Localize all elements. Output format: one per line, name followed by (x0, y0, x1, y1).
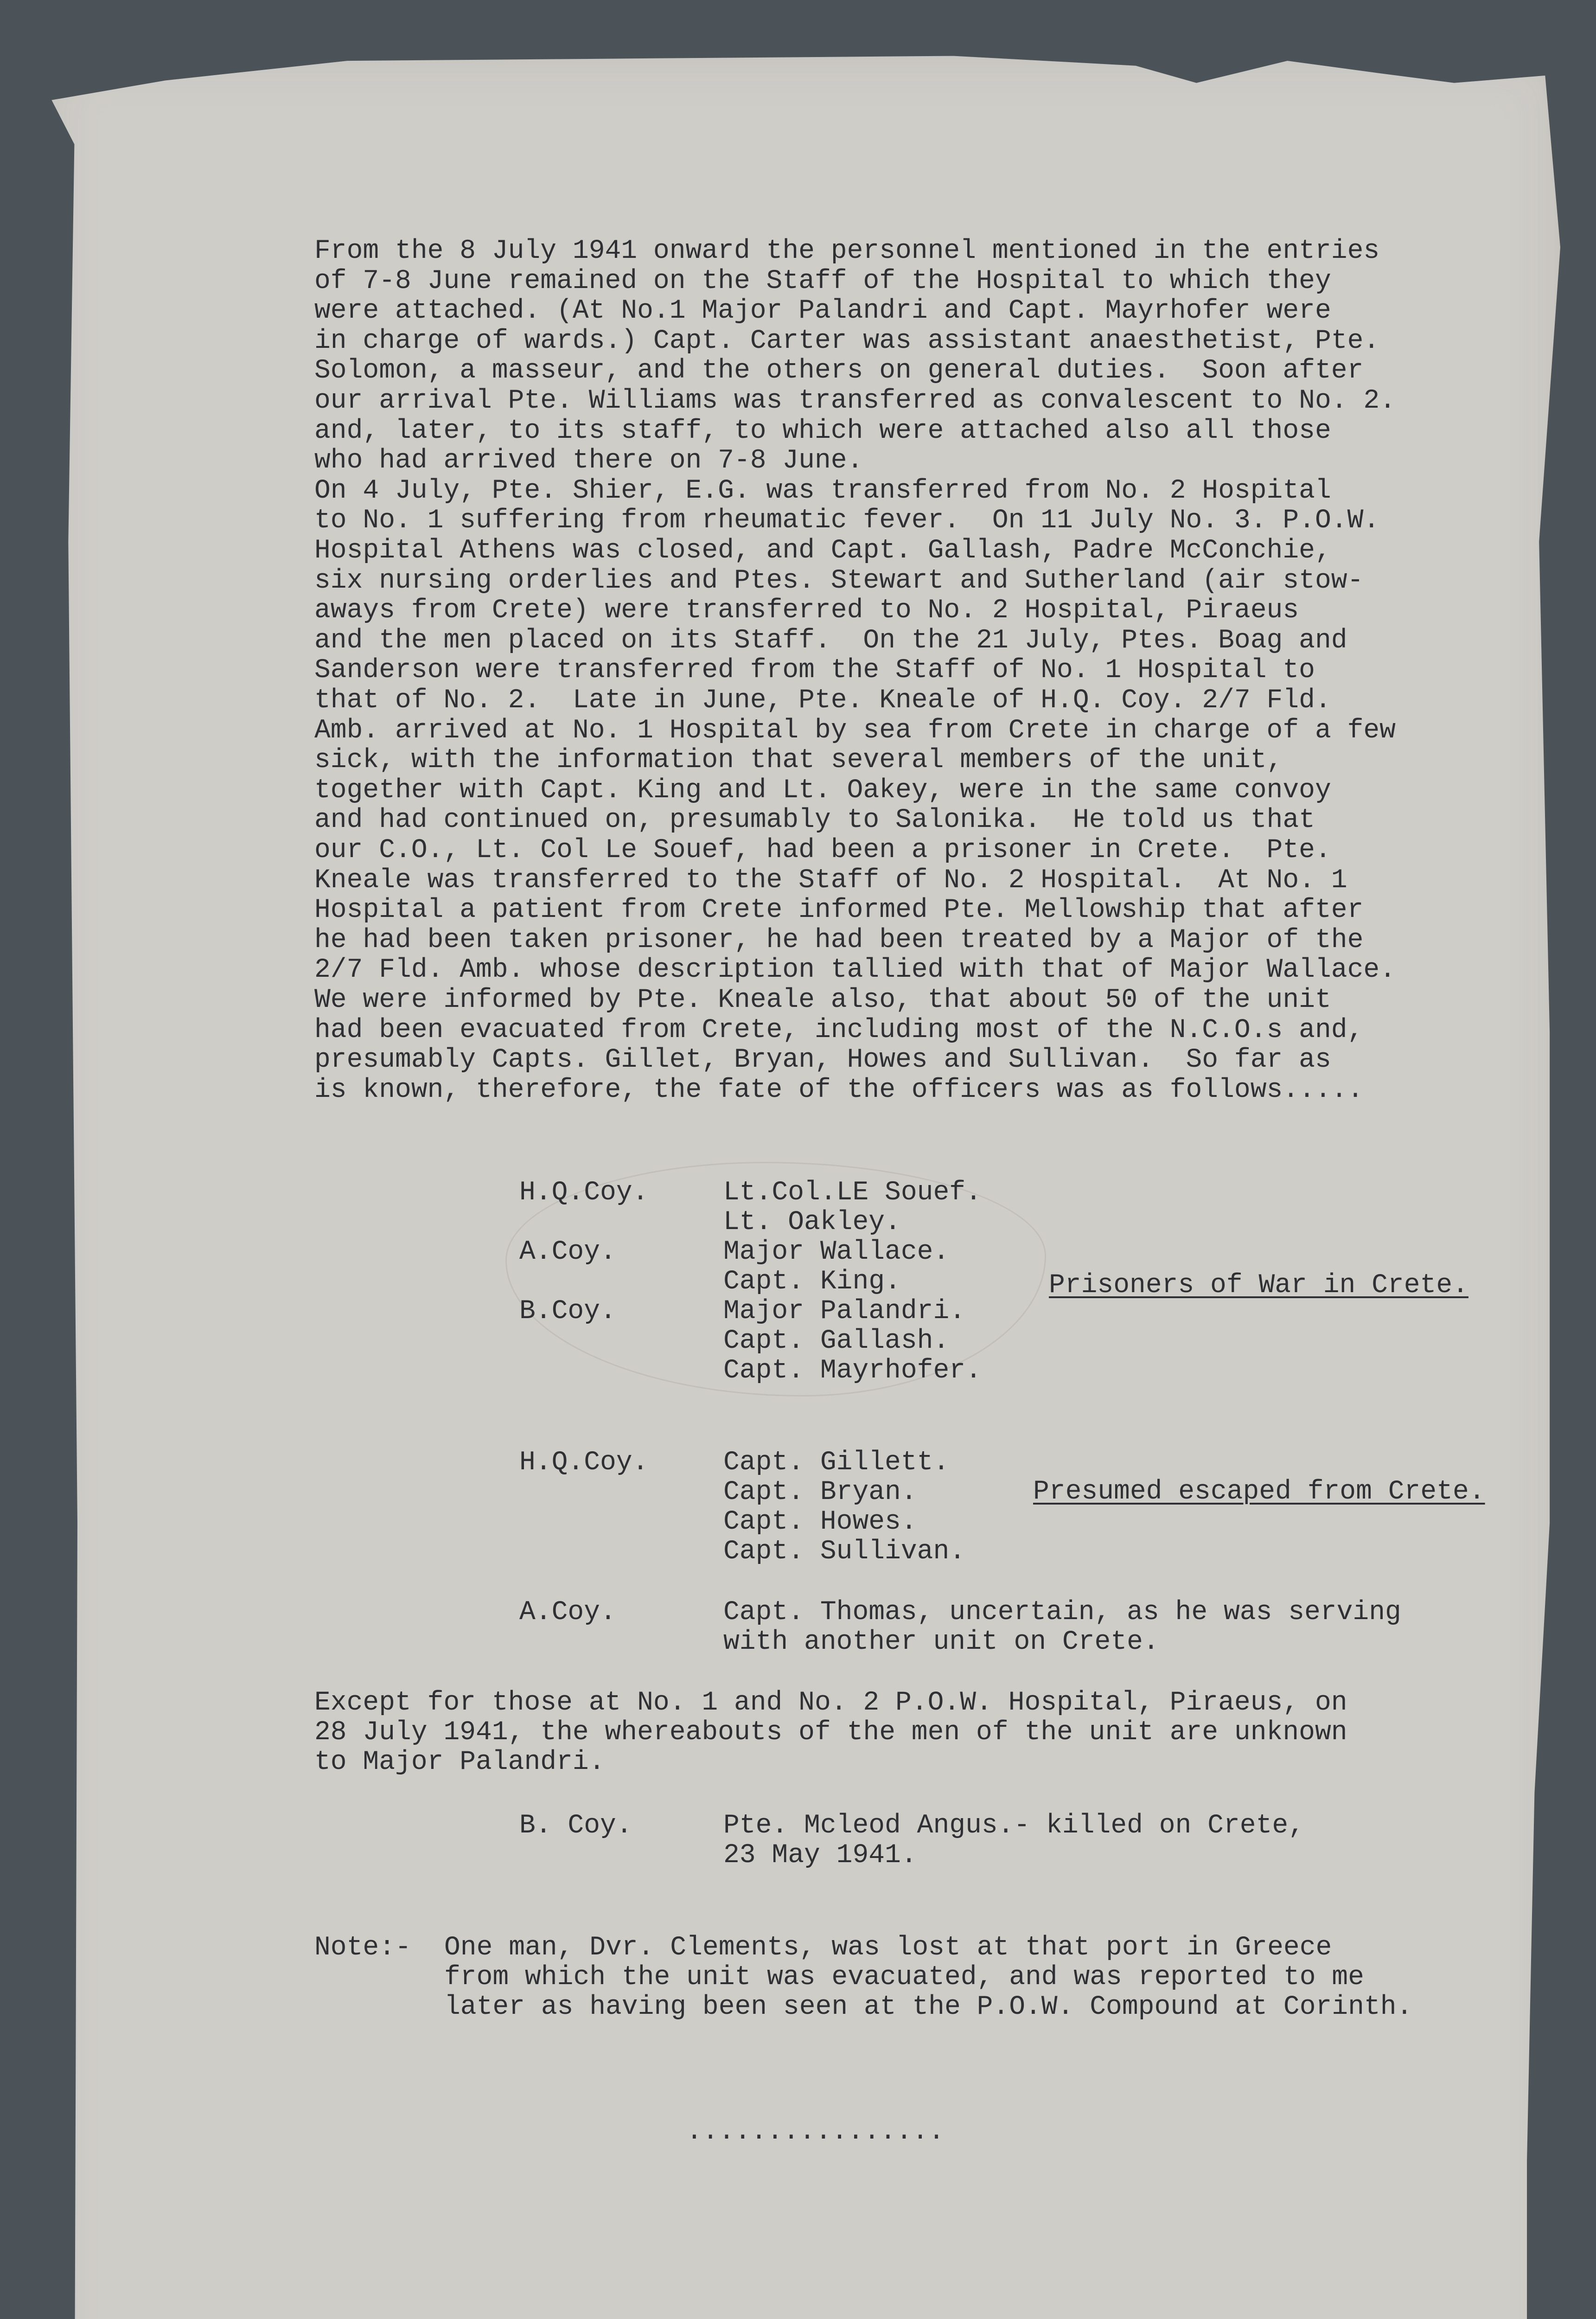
officer-name: Major Wallace. (723, 1237, 950, 1267)
officer-name: Capt. Gallash. (723, 1326, 950, 1356)
officer-name: Lt.Col.LE Souef. (723, 1178, 982, 1208)
paragraph-line: and had continued on, presumably to Salonika. He told us that (314, 805, 1315, 836)
separator-dots: ................ (686, 2117, 945, 2147)
paragraph-line: presumably Capts. Gillet, Bryan, Howes and Sullivan. So far as (314, 1045, 1331, 1076)
paragraph-line: Hospital a patient from Crete informed Pte. Mellowship that after (314, 895, 1364, 926)
paragraph-line: 2/7 Fld. Amb. whose description tallied with that of Major Wallace. (314, 955, 1396, 986)
paragraph-line: he had been taken prisoner, he had been treated by a Major of the (314, 925, 1364, 955)
coy-label: H.Q.Coy. (519, 1448, 649, 1478)
paragraph-line: Solomon, a masseur, and the others on general duties. Soon after (314, 356, 1364, 386)
uncertain-coy: A.Coy. (519, 1597, 616, 1627)
paragraph-line: is known, therefore, the fate of the officers was as follows..... (314, 1075, 1364, 1105)
note-line: from which the unit was evacuated, and was reported to me (444, 1962, 1364, 1992)
paragraph-line: aways from Crete) were transferred to No. 2 Hospital, Piraeus (314, 596, 1299, 626)
paragraph-line: sick, with the information that several members of the unit, (314, 745, 1283, 776)
officer-name: Capt. Howes. (723, 1507, 917, 1537)
officer-name: Capt. Bryan. (723, 1477, 917, 1507)
paragraph-line: On 4 July, Pte. Shier, E.G. was transferred from No. 2 Hospital (314, 475, 1331, 506)
paragraph-line: were attached. (At No.1 Major Palandri and Capt. Mayrhofer were (314, 296, 1331, 327)
officer-name: Lt. Oakley. (723, 1207, 901, 1237)
paragraph-line: Sanderson were transferred from the Staff of No. 1 Hospital to (314, 655, 1315, 686)
officer-name: Capt. King. (723, 1267, 901, 1297)
paragraph-line: and the men placed on its Staff. On the 21 July, Ptes. Boag and (314, 625, 1347, 656)
paragraph-line: six nursing orderlies and Ptes. Stewart and Sutherland (air stow- (314, 565, 1364, 596)
paragraph-line: to No. 1 suffering from rheumatic fever. On 11 July No. 3. P.O.W. (314, 506, 1380, 536)
coy-label: H.Q.Coy. (519, 1178, 649, 1208)
officer-name: Capt. Mayrhofer. (723, 1356, 982, 1386)
paragraph-line: From the 8 July 1941 onward the personnel mentioned in the entries (314, 236, 1380, 266)
paragraph-line: and, later, to its staff, to which were attached also all those (314, 416, 1331, 446)
paragraph-line: together with Capt. King and Lt. Oakey, were in the same convoy (314, 775, 1331, 806)
paragraph-line: Kneale was transferred to the Staff of No. 2 Hospital. At No. 1 (314, 865, 1347, 896)
prisoners-status: Prisoners of War in Crete. (1049, 1270, 1468, 1300)
paragraph-line: had been evacuated from Crete, including most of the N.C.O.s and, (314, 1015, 1364, 1045)
coy-label: A.Coy. (519, 1237, 616, 1267)
paragraph-line: Amb. arrived at No. 1 Hospital by sea from Crete in charge of a few (314, 715, 1396, 746)
coy-label: B.Coy. (519, 1296, 616, 1326)
paragraph-line: to Major Palandri. (314, 1747, 605, 1777)
killed-coy: B. Coy. (519, 1811, 632, 1841)
paragraph-line: Hospital Athens was closed, and Capt. Gallash, Padre McConchie, (314, 536, 1331, 566)
killed-line: Pte. Mcleod Angus.- killed on Crete, (723, 1811, 1305, 1841)
note-line: later as having been seen at the P.O.W. Compound at Corinth. (444, 1992, 1413, 2022)
paragraph-line: We were informed by Pte. Kneale also, that about 50 of the unit (314, 985, 1331, 1015)
paragraph-line: our C.O., Lt. Col Le Souef, had been a prisoner in Crete. Pte. (314, 835, 1331, 865)
paragraph-line: who had arrived there on 7-8 June. (314, 446, 863, 476)
officer-name: Capt. Sullivan. (723, 1537, 966, 1567)
uncertain-line: Capt. Thomas, uncertain, as he was serving (723, 1597, 1401, 1627)
killed-line: 23 May 1941. (723, 1840, 917, 1871)
paragraph-line: 28 July 1941, the whereabouts of the men of the unit are unknown (314, 1717, 1347, 1748)
officer-name: Major Palandri. (723, 1296, 966, 1326)
note-line: One man, Dvr. Clements, was lost at that port in Greece (444, 1933, 1332, 1963)
uncertain-line: with another unit on Crete. (723, 1627, 1159, 1657)
paragraph-line: our arrival Pte. Williams was transferred as convalescent to No. 2. (314, 386, 1396, 416)
paragraph-line: Except for those at No. 1 and No. 2 P.O.W. Hospital, Piraeus, on (314, 1688, 1347, 1718)
escaped-status: Presumed escaped from Crete. (1033, 1477, 1485, 1507)
paragraph-line: in charge of wards.) Capt. Carter was assistant anaesthetist, Pte. (314, 326, 1380, 356)
paragraph-line: of 7-8 June remained on the Staff of the Hospital to which they (314, 266, 1331, 296)
paragraph-line: that of No. 2. Late in June, Pte. Kneale of H.Q. Coy. 2/7 Fld. (314, 685, 1331, 716)
note-label: Note:- (314, 1933, 411, 1963)
officer-name: Capt. Gillett. (723, 1448, 950, 1478)
